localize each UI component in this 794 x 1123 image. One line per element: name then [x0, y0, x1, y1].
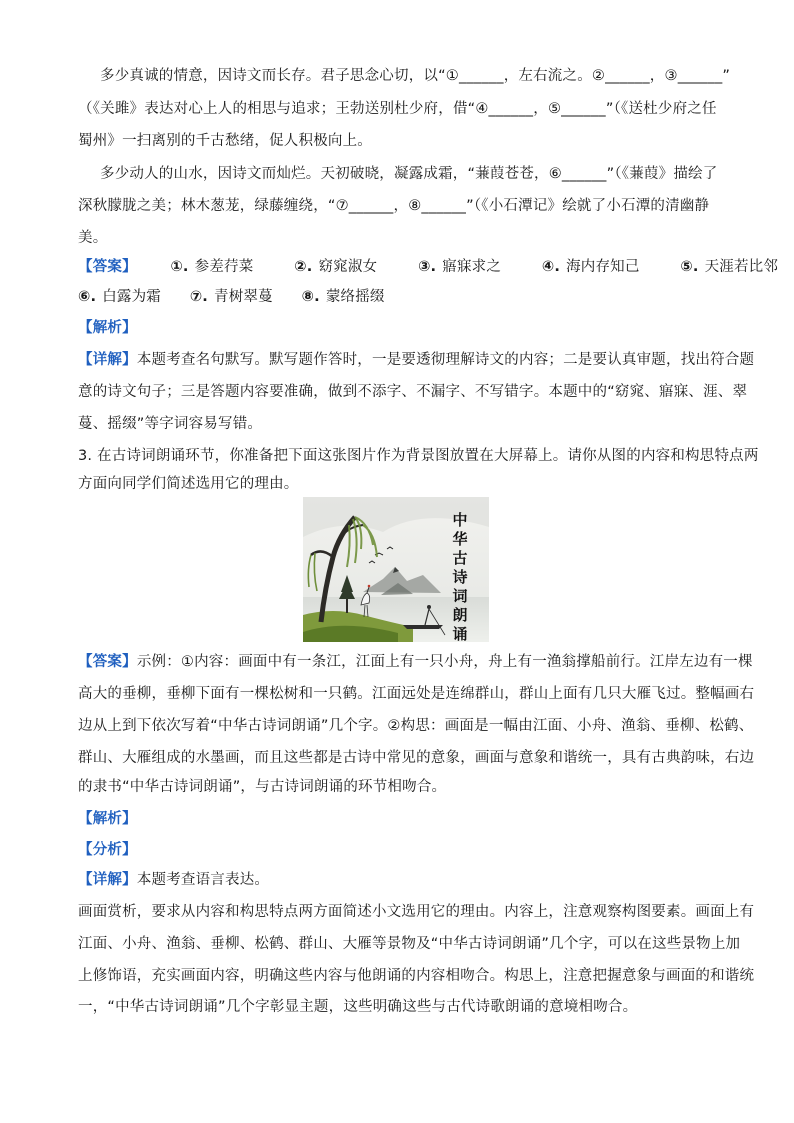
detail-line: 画面赏析，要求从内容和构思特点两方面简述小文选用它的理由。内容上，注意观察构图要素。画面上有: [78, 904, 755, 920]
detail-tag: 【详解】: [78, 872, 137, 888]
caption-char: 朗: [452, 606, 468, 624]
detail-line: 上修饰语，充实画面内容，明确这些内容与他朗诵的内容相吻合。构思上，注意把握意象与画面的和谐统: [78, 968, 755, 984]
caption-char: 古: [452, 549, 468, 567]
passage-line: 多少动人的山水，因诗文而灿烂。天初破晓，凝露成霜，“蒹葭苍苍，⑥______”（《蒹葭》描绘了: [100, 166, 718, 182]
answer-row: [78, 257, 778, 277]
answer-line: 的隶书“中华古诗词朗诵”，与古诗词朗诵的环节相吻合。: [78, 779, 447, 795]
detail-tag: 【详解】: [78, 352, 137, 368]
question-text: 方面向同学们简述选用它的理由。: [78, 476, 299, 492]
analysis-heading: 【解析】: [78, 320, 137, 336]
answer-row: [78, 287, 421, 307]
answer-tag: 【答案】: [78, 654, 137, 670]
answer-line: 群山、大雁组成的水墨画，而且这些都是古诗中常见的意象，画面与意象和谐统一，具有古典韵味，右边: [78, 750, 755, 766]
passage-line: 深秋朦胧之美；林木葱茏，绿藤缠绕，“⑦______，⑧______”（《小石潭记》绘就了小石潭的清幽静: [78, 198, 710, 214]
detail-line: 【详解】本题考查语言表达。: [78, 872, 270, 888]
passage-line: 蜀州》一扫离别的千古愁绪，促人积极向上。: [78, 133, 372, 149]
answer-item: ⑦. 青树翠蔓: [189, 289, 273, 305]
answer-item: ①. 参差荇菜: [170, 259, 254, 275]
detail-line: 【详解】本题考查名句默写。默写题作答时，一是要透彻理解诗文的内容；二是要认真审题，找出符合题: [78, 352, 755, 368]
answer-line: 【答案】示例：①内容：画面中有一条江，江面上有一只小舟，舟上有一渔翁撑船前行。江岸左边有一棵: [78, 654, 753, 670]
detail-line: 江面、小舟、渔翁、垂柳、松鹤、群山、大雁等景物及“中华古诗词朗诵”几个字，可以在这些景物上加: [78, 936, 741, 952]
detail-line: 一，“中华古诗词朗诵”几个字彰显主题，这些明确这些与古代诗歌朗诵的意境相吻合。: [78, 999, 638, 1015]
answer-tag: 【答案】: [78, 259, 137, 275]
picture-caption: [452, 511, 467, 642]
caption-char: 中: [452, 511, 468, 529]
answer-item: ④. 海内存知己: [541, 259, 640, 275]
passage-line: 美。: [78, 230, 108, 246]
question-text: 3. 在古诗词朗诵环节，你准备把下面这张图片作为背景图放置在大屏幕上。请你从图的内容和构思特点两: [78, 448, 759, 464]
caption-char: 词: [452, 587, 468, 605]
caption-char: 诗: [452, 568, 468, 586]
answer-item: ③. 寤寐求之: [418, 259, 502, 275]
fenxi-heading: 【分析】: [78, 842, 137, 858]
answer-item: ⑤. 天涯若比邻: [680, 259, 779, 275]
detail-line: 意的诗文句子；三是答题内容要准确，做到不添字、不漏字、不写错字。本题中的“窈窕、寤寐、涯、翠: [78, 384, 748, 400]
answer-item: ⑧. 蒙络摇缀: [301, 289, 385, 305]
analysis-heading: 【解析】: [78, 811, 137, 827]
answer-item: ⑥. 白露为霜: [78, 289, 161, 305]
answer-line: 边从上到下依次写着“中华古诗词朗诵”几个字。②构思：画面是一幅由江面、小舟、渔翁、垂柳、松鹤、: [78, 718, 754, 734]
passage-line: 多少真诚的情意，因诗文而长存。君子思念心切，以“①______，左右流之。②______，③______”: [100, 68, 731, 84]
answer-item: ②. 窈窕淑女: [294, 259, 378, 275]
answer-line: 高大的垂柳，垂柳下面有一棵松树和一只鹤。江面远处是连绵群山，群山上面有几只大雁飞过。整幅画右: [78, 686, 755, 702]
ink-painting-image: [303, 497, 489, 642]
passage-line: （《关雎》表达对心上人的相思与追求；王勃送别杜少府，借“④______，⑤______”（《送杜少府之任: [78, 101, 717, 117]
detail-line: 蔓、摇缀”等字词容易写错。: [78, 416, 263, 432]
caption-char: 诵: [452, 625, 468, 642]
caption-char: 华: [452, 530, 468, 548]
